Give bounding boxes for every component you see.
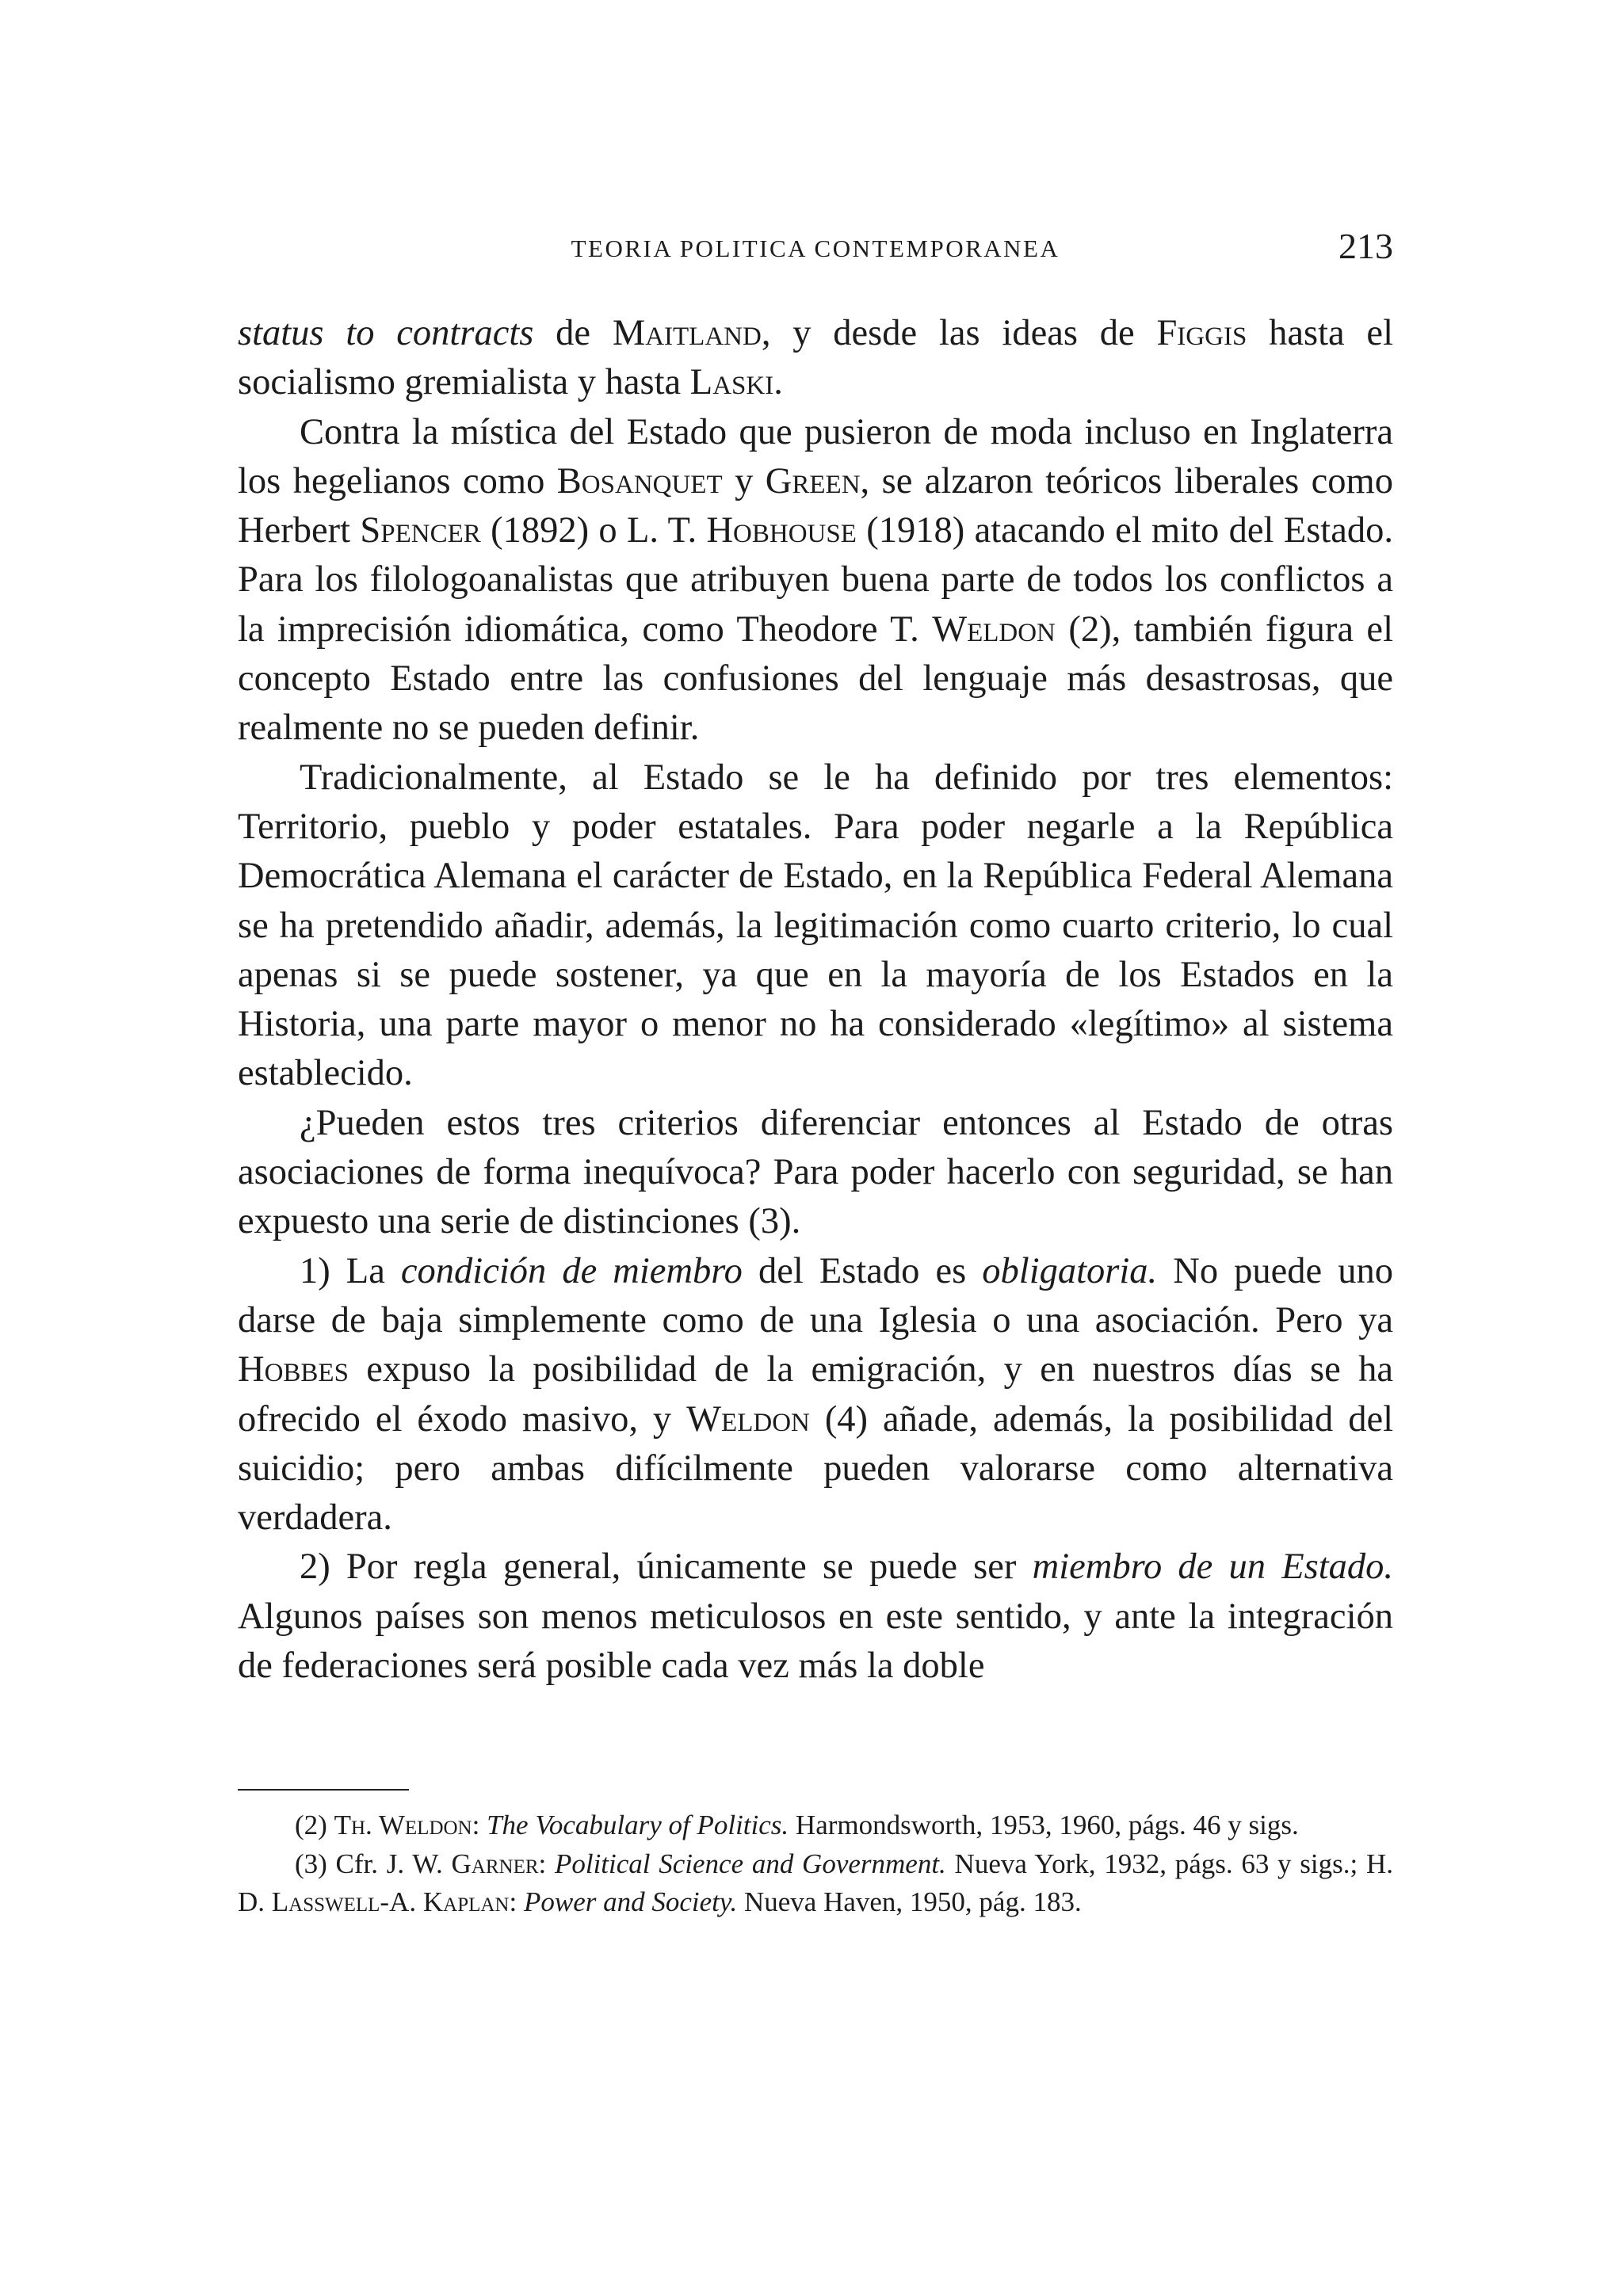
text-run: , y desde las ideas de [761,313,1157,353]
text-run: del Estado es [742,1250,983,1291]
page-number: 213 [1338,226,1393,266]
footnotes [238,1806,1393,1922]
running-head [238,223,1393,274]
book-title: Power and Society. [523,1886,738,1918]
author-name: Bosanquet [556,460,723,502]
text-run: 1) La [300,1250,401,1291]
author-name: Maitland [612,313,762,353]
author-name: Spencer [360,510,481,551]
text-run: hasta el socialismo gremialista y hasta [238,313,1393,403]
author-name: Green [765,460,861,502]
italic-phrase: miembro de un Estado. [1032,1547,1393,1588]
footnote-3 [238,1845,1393,1922]
text-run: : [472,1810,487,1840]
author-name: Hobbes [238,1349,349,1390]
text-run: : [538,1848,555,1879]
book-title: Political Science and Government. [554,1848,946,1879]
text-run: , se alzaron teóricos liberales como Herbert [238,460,1393,551]
italic-phrase: obligatoria. [982,1250,1158,1291]
author-name: Th. Weldon [334,1810,472,1840]
paragraph-6 [238,1543,1393,1691]
paragraph-3: Tradicionalmente, al Estado se le ha definido por tres elementos: Territorio, pueblo y poder estatales. Para poder negarle a la República Democrática Alemana el carácter de Estado, en la República Federal Alemana se ha pretendido añadir, además, la legitimación como cuarto criterio, lo cual apenas si se puede sostener, ya que en la mayoría de los Estados en la Historia, una parte mayor o menor no ha considerado «legítimo» al sistema establecido. [238,757,1393,1094]
footnote-marker: (3) Cfr. J. W. [295,1848,452,1879]
author-name: Lasswell-A. Kaplan [271,1886,510,1918]
text-run: (4) añade, además, la posibilidad del suicidio; pero ambas difícilmente pueden valorarse como alternativa verdadera. [238,1398,1394,1539]
book-title: The Vocabulary of Politics. [487,1810,789,1840]
author-name: Garner [451,1848,539,1879]
paragraph-5 [238,1247,1393,1543]
text-run: (1892) o L. T. [480,510,707,551]
text-run: Contra la mística del Estado que pusieron de moda incluso en Inglaterra los hegelianos como [238,411,1393,502]
running-title: TEORIA POLITICA CONTEMPORANEA [571,235,1060,262]
italic-phrase: status to contracts [238,313,534,353]
text-run: (1918) atacando el mito del Estado. Para los filologoanalistas que atribuyen buena parte de todos los conflictos a la imprecisión idiomática, como Theodore T. [238,510,1393,650]
author-name: Weldon [686,1398,810,1440]
text-run: 2) Por regla general, únicamente se puede ser [300,1547,1033,1588]
footnote-marker: (2) [295,1810,334,1840]
text-run: Nueva York, 1932, págs. 63 y sigs.; H. D. [238,1848,1393,1918]
paragraph-1 [238,309,1393,408]
text-run: expuso la posibilidad de la emigración, y en nuestros días se ha ofrecido el éxodo masivo, y [238,1349,1393,1440]
text-run: Harmondsworth, 1953, 1960, págs. 46 y sigs. [789,1810,1299,1840]
text-run: : [509,1886,524,1918]
text-run: y [722,460,766,502]
text-run: (2), también figura el concepto Estado entre las confusiones del lenguaje más desastrosas, que realmente no se pueden definir. [238,608,1393,749]
footnote-divider [238,1789,409,1791]
text-run: . [773,362,783,403]
text-run: No puede uno darse de baja simplemente como de una Iglesia o una asociación. Pero ya [238,1250,1393,1341]
footnote-2 [238,1806,1393,1845]
paragraph-2 [238,408,1393,753]
italic-phrase: condición de miembro [400,1250,743,1291]
text-run: de [533,313,613,353]
author-name: Hobhouse [706,510,857,551]
text-run: Algunos países son menos meticulosos en este sentido, y ante la integración de federaciones será posible cada vez más la doble [238,1596,1393,1687]
author-name: Figgis [1156,313,1247,353]
text-run: Nueva Haven, 1950, pág. 183. [737,1886,1082,1918]
body-text [238,309,1393,1691]
author-name: Laski [689,362,774,403]
author-name: Weldon [932,608,1056,650]
paragraph-4: ¿Pueden estos tres criterios diferenciar entonces al Estado de otras asociaciones de forma inequívoca? Para poder hacerlo con seguridad, se han expuesto una serie de distinciones (3). [238,1102,1393,1242]
